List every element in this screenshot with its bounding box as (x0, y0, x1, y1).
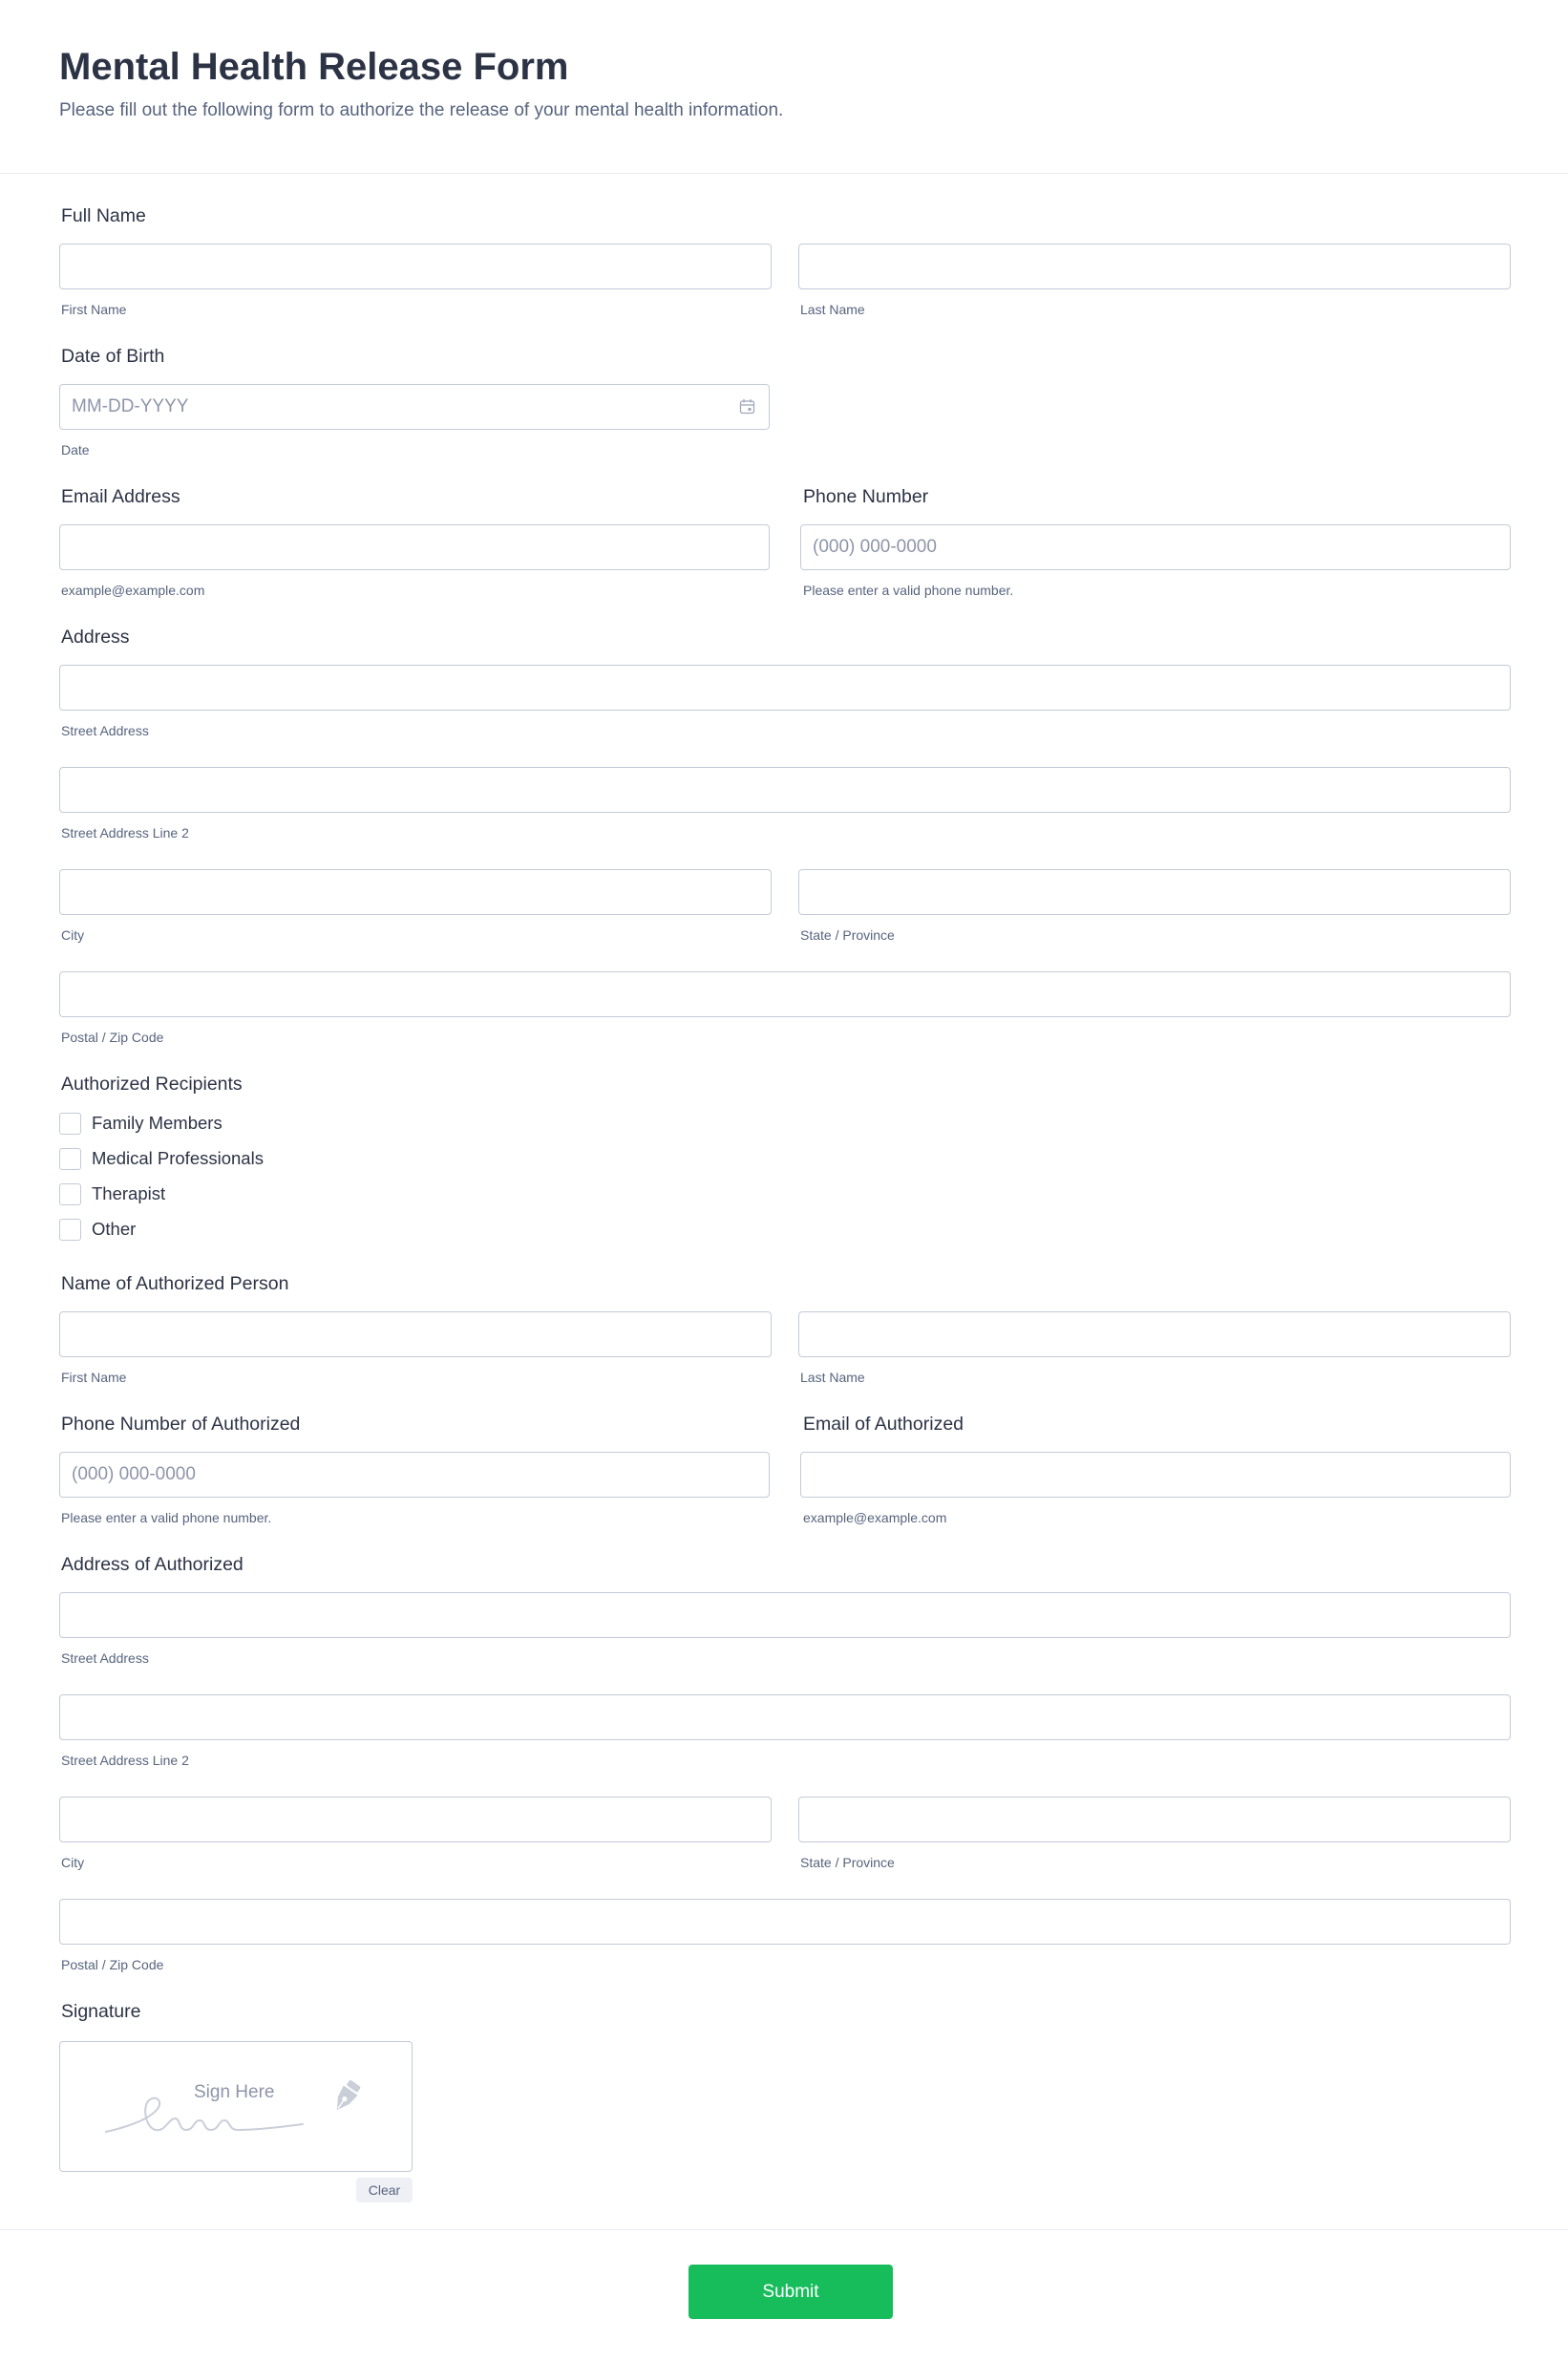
auth-street-address-line2-sublabel: Street Address Line 2 (61, 1753, 189, 1768)
signature-placeholder: Sign Here (194, 2082, 275, 2102)
recipients-label: Authorized Recipients (61, 1074, 243, 1095)
street-address-line2-field[interactable] (59, 767, 1511, 813)
clear-signature-button[interactable]: Clear (356, 2178, 413, 2202)
postal-sublabel: Postal / Zip Code (61, 1030, 164, 1045)
checkbox-label[interactable]: Family Members (92, 1113, 222, 1133)
checkbox-box[interactable] (59, 1183, 81, 1205)
auth-city-field[interactable] (59, 1797, 772, 1842)
auth-phone-sublabel: Please enter a valid phone number. (61, 1510, 272, 1525)
address-label: Address (61, 627, 130, 648)
auth-email-sublabel: example@example.com (803, 1510, 947, 1525)
checkbox-label[interactable]: Therapist (92, 1183, 166, 1203)
auth-phone-input[interactable] (60, 1453, 769, 1497)
auth-postal-field[interactable] (59, 1899, 1511, 1945)
city-sublabel: City (61, 927, 85, 943)
pen-nib-icon (326, 2078, 366, 2117)
auth-street-address-line2-input[interactable] (60, 1695, 1510, 1739)
city-field[interactable] (59, 869, 772, 915)
form-title: Mental Health Release Form (59, 46, 569, 88)
last-name-sublabel: Last Name (800, 302, 865, 317)
auth-first-name-input[interactable] (60, 1312, 771, 1356)
street-address-line2-sublabel: Street Address Line 2 (61, 825, 189, 841)
dob-input[interactable] (60, 385, 769, 429)
auth-phone-label: Phone Number of Authorized (61, 1414, 301, 1435)
phone-field[interactable] (800, 524, 1511, 570)
dob-field[interactable] (59, 384, 770, 430)
full-name-label: Full Name (61, 205, 146, 226)
auth-email-field[interactable] (800, 1452, 1511, 1498)
checkbox-family-members[interactable] (59, 1112, 222, 1135)
first-name-field[interactable] (59, 244, 772, 289)
first-name-sublabel: First Name (61, 302, 127, 317)
submit-button[interactable]: Submit (689, 2265, 893, 2319)
auth-email-label: Email of Authorized (803, 1414, 964, 1435)
state-input[interactable] (799, 870, 1510, 914)
calendar-icon[interactable] (739, 398, 755, 415)
state-sublabel: State / Province (800, 927, 895, 943)
email-field[interactable] (59, 524, 770, 570)
checkbox-label[interactable]: Other (92, 1219, 137, 1239)
phone-sublabel: Please enter a valid phone number. (803, 583, 1014, 598)
city-input[interactable] (60, 870, 771, 914)
first-name-input[interactable] (60, 245, 771, 288)
auth-address-label: Address of Authorized (61, 1554, 244, 1575)
last-name-input[interactable] (799, 245, 1510, 288)
state-field[interactable] (798, 869, 1511, 915)
auth-street-address-line2-field[interactable] (59, 1694, 1511, 1740)
auth-postal-sublabel: Postal / Zip Code (61, 1957, 164, 1972)
checkbox-box[interactable] (59, 1148, 81, 1170)
postal-input[interactable] (60, 972, 1510, 1016)
auth-state-field[interactable] (798, 1797, 1511, 1842)
last-name-field[interactable] (798, 244, 1511, 289)
auth-first-name-field[interactable] (59, 1311, 772, 1357)
email-label: Email Address (61, 486, 180, 507)
signature-label: Signature (61, 2001, 141, 2022)
checkbox-therapist[interactable] (59, 1182, 165, 1205)
checkbox-box[interactable] (59, 1113, 81, 1135)
auth-city-sublabel: City (61, 1855, 85, 1870)
form-subtitle: Please fill out the following form to authorize the release of your mental health information. (59, 100, 784, 120)
form-header (0, 0, 1568, 174)
phone-input[interactable] (801, 525, 1510, 569)
signature-pad[interactable] (59, 2041, 413, 2172)
auth-state-input[interactable] (799, 1798, 1510, 1841)
street-address-input[interactable] (60, 666, 1510, 710)
auth-street-address-sublabel: Street Address (61, 1650, 149, 1666)
email-sublabel: example@example.com (61, 583, 205, 598)
dob-label: Date of Birth (61, 346, 165, 367)
auth-phone-field[interactable] (59, 1452, 770, 1498)
street-address-sublabel: Street Address (61, 723, 149, 738)
phone-label: Phone Number (803, 486, 929, 507)
auth-street-address-input[interactable] (60, 1593, 1510, 1637)
postal-field[interactable] (59, 971, 1511, 1017)
checkbox-other[interactable] (59, 1218, 136, 1241)
auth-name-label: Name of Authorized Person (61, 1273, 289, 1294)
dob-sublabel: Date (61, 442, 90, 458)
auth-last-name-field[interactable] (798, 1311, 1511, 1357)
checkbox-label[interactable]: Medical Professionals (92, 1148, 264, 1168)
auth-last-name-sublabel: Last Name (800, 1370, 865, 1385)
auth-email-input[interactable] (801, 1453, 1510, 1497)
auth-last-name-input[interactable] (799, 1312, 1510, 1356)
auth-first-name-sublabel: First Name (61, 1370, 127, 1385)
checkbox-box[interactable] (59, 1219, 81, 1241)
auth-state-sublabel: State / Province (800, 1855, 895, 1870)
email-input[interactable] (60, 525, 769, 569)
street-address-line2-input[interactable] (60, 768, 1510, 812)
street-address-field[interactable] (59, 665, 1511, 711)
auth-city-input[interactable] (60, 1798, 771, 1841)
auth-street-address-field[interactable] (59, 1592, 1511, 1638)
checkbox-medical-professionals[interactable] (59, 1147, 264, 1170)
auth-postal-input[interactable] (60, 1900, 1510, 1944)
